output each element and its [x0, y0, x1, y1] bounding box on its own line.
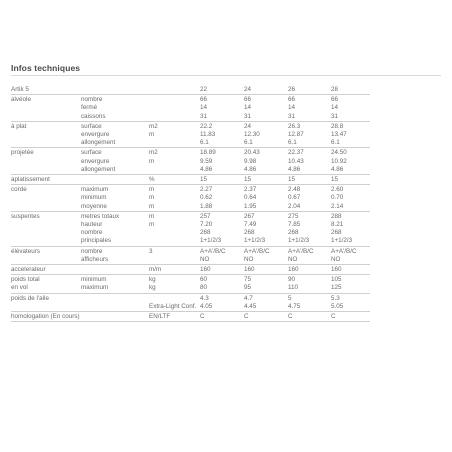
row-label: aplatissement [11, 175, 81, 185]
value-24: 1+1/2/3 [244, 237, 288, 246]
value-28: 28.8 [331, 122, 344, 130]
table-row [11, 104, 370, 112]
value-24: 4.45 [244, 303, 288, 312]
value-26: 90 [288, 276, 296, 284]
value-26: 10.43 [288, 157, 304, 165]
value-24: NO [244, 256, 288, 265]
row-label: à plat [11, 122, 27, 130]
value-24: A+A'/B/C [244, 247, 270, 255]
row-label: corde [11, 186, 27, 194]
unit: kg [149, 276, 156, 284]
unit: 3 [149, 247, 153, 255]
row-label [11, 194, 81, 202]
unit: m [149, 221, 155, 229]
value-28: 24.50 [331, 149, 347, 157]
value-26: 26.3 [288, 122, 301, 130]
value-24: 15 [244, 175, 288, 185]
value-24: C [244, 312, 288, 322]
value-22: 1+1/2/3 [200, 237, 244, 246]
value-28: 31 [331, 113, 370, 122]
value-22: 257 [200, 212, 211, 220]
param: surface [81, 122, 102, 130]
value-24: 9.98 [244, 157, 257, 165]
value-22: 14 [200, 104, 208, 112]
value-22: 15 [200, 175, 244, 185]
unit: m [149, 203, 200, 212]
table-row [11, 303, 370, 312]
value-28: 268 [331, 229, 342, 237]
value-26: 7.85 [288, 221, 301, 229]
param: principales [81, 237, 149, 246]
param: allongement [81, 166, 149, 175]
value-22: C [200, 312, 244, 322]
table-row [11, 139, 370, 148]
value-24: 14 [244, 104, 252, 112]
value-26: 15 [288, 175, 331, 185]
value-26: 2.48 [288, 186, 301, 194]
unit: m/m [149, 265, 200, 275]
value-22: 80 [200, 284, 244, 293]
table-row [11, 221, 370, 229]
value-26: 275 [288, 212, 299, 220]
value-28: C [331, 312, 370, 322]
param: afficheurs [81, 256, 149, 265]
value-26: 0.67 [288, 194, 301, 202]
value-26: 12.87 [288, 131, 304, 139]
value-28: 5.05 [331, 303, 370, 312]
row-label: suspentes [11, 212, 40, 220]
model-name: Artik 5 [11, 86, 81, 95]
param: metres totaux [81, 212, 120, 220]
size-26: 26 [288, 86, 331, 95]
value-28: 288 [331, 212, 342, 220]
param: maximum [81, 284, 149, 293]
value-28: NO [331, 256, 370, 265]
param: hauteur [81, 221, 103, 229]
value-22: 60 [200, 276, 208, 284]
unit: EN/LTF [149, 312, 200, 322]
table-row [11, 166, 370, 175]
value-26: 66 [288, 96, 296, 104]
row-label: poids total [11, 276, 40, 284]
unit [149, 166, 200, 175]
value-26: 268 [288, 229, 299, 237]
value-26: 1+1/2/3 [288, 237, 331, 246]
row-label [11, 256, 81, 265]
value-28: 66 [331, 96, 339, 104]
unit: m [149, 131, 155, 139]
unit: kg [149, 284, 200, 293]
param: fermé [81, 104, 98, 112]
value-24: 4.7 [244, 294, 253, 302]
value-28: 2.60 [331, 186, 344, 194]
title-divider [11, 75, 441, 76]
value-24: 66 [244, 96, 252, 104]
unit [149, 293, 200, 303]
value-28: 5.3 [331, 294, 340, 302]
table-row [11, 121, 370, 131]
size-22: 22 [200, 86, 244, 95]
value-22: 31 [200, 113, 244, 122]
row-label [11, 221, 81, 229]
unit: m2 [149, 149, 158, 157]
value-24: 95 [244, 284, 288, 293]
value-26: 6.1 [288, 139, 331, 148]
table-row [11, 211, 370, 221]
value-24: 7.49 [244, 221, 257, 229]
table-row [11, 312, 370, 322]
row-label [11, 131, 81, 139]
param: caissons [81, 113, 149, 122]
value-26: A+A'/B/C [288, 247, 314, 255]
row-label [11, 158, 81, 166]
value-28: 1+1/2/3 [331, 237, 370, 246]
value-22: 11.83 [200, 131, 216, 139]
value-28: A+A'/B/C [331, 247, 357, 255]
row-label [11, 139, 81, 148]
value-24: 0.64 [244, 194, 257, 202]
table-row [11, 256, 370, 265]
value-26: 31 [288, 113, 331, 122]
value-28: 2.14 [331, 203, 370, 212]
value-26: NO [288, 256, 331, 265]
value-22: 160 [200, 265, 244, 275]
param: nombre [81, 96, 103, 104]
value-22: 6.1 [200, 139, 244, 148]
table-row [11, 113, 370, 122]
row-label [11, 229, 81, 237]
value-24: 268 [244, 229, 255, 237]
table-row [11, 275, 370, 285]
param: nombre [81, 247, 103, 255]
table-row [11, 203, 370, 212]
value-26: 110 [288, 284, 331, 293]
value-28: 8.21 [331, 221, 344, 229]
value-26: C [288, 312, 331, 322]
unit [149, 113, 200, 122]
value-22: 4.05 [200, 303, 244, 312]
value-26: 4.75 [288, 303, 331, 312]
unit: m2 [149, 122, 158, 130]
param [81, 293, 149, 303]
value-28: 10.92 [331, 157, 347, 165]
table-row [11, 237, 370, 246]
value-24: 267 [244, 212, 255, 220]
value-22: 7.20 [200, 221, 213, 229]
param: minimum [81, 194, 107, 202]
value-26: 2.04 [288, 203, 331, 212]
value-28: 4.86 [331, 166, 370, 175]
value-28: 125 [331, 284, 370, 293]
row-label [11, 303, 81, 312]
unit: m [149, 212, 155, 220]
value-22: 0.62 [200, 194, 213, 202]
row-label: poids de l'aile [11, 294, 49, 302]
row-label: alvéole [11, 96, 31, 104]
size-24: 24 [244, 86, 288, 95]
table-row [11, 194, 370, 202]
value-26: 5 [288, 294, 292, 302]
param: minimum [81, 276, 107, 284]
value-24: 20.43 [244, 149, 260, 157]
unit [149, 95, 200, 105]
value-22: 1.88 [200, 203, 244, 212]
param: nombre [81, 229, 103, 237]
value-28: 0.70 [331, 194, 344, 202]
param: envergure [81, 131, 110, 139]
table-row [11, 95, 370, 105]
table-row [11, 293, 370, 303]
size-28: 28 [331, 86, 370, 95]
param [81, 175, 149, 185]
row-label [11, 166, 81, 175]
value-24: 1.95 [244, 203, 288, 212]
unit: m [149, 186, 155, 194]
value-26: 160 [288, 265, 331, 275]
value-26: 14 [288, 104, 296, 112]
unit: m [149, 157, 155, 165]
value-22: 268 [200, 229, 211, 237]
value-24: 12.30 [244, 131, 260, 139]
row-label [11, 237, 81, 246]
value-22: NO [200, 256, 244, 265]
unit [149, 229, 200, 237]
value-26: 22.37 [288, 149, 304, 157]
param: envergure [81, 157, 110, 165]
table-row [11, 185, 370, 195]
param [81, 312, 149, 322]
value-28: 105 [331, 276, 342, 284]
table-row [11, 148, 370, 158]
param [81, 303, 149, 312]
value-22: 2.27 [200, 186, 213, 194]
value-24: 4.86 [244, 166, 288, 175]
value-24: 31 [244, 113, 288, 122]
value-24: 6.1 [244, 139, 288, 148]
table-row [11, 284, 370, 293]
param: allongement [81, 139, 149, 148]
value-22: 18.89 [200, 149, 216, 157]
table-row [11, 265, 370, 275]
table-row [11, 175, 370, 185]
value-22: 22.2 [200, 122, 213, 130]
param: surface [81, 149, 102, 157]
table-row [11, 131, 370, 139]
value-22: 66 [200, 96, 208, 104]
value-28: 14 [331, 104, 339, 112]
value-28: 13.47 [331, 131, 347, 139]
value-24: 75 [244, 276, 252, 284]
spec-table [11, 86, 370, 322]
unit [149, 139, 200, 148]
value-24: 2.37 [244, 186, 257, 194]
header-row [11, 86, 370, 95]
unit: % [149, 175, 200, 185]
value-28: 15 [331, 175, 370, 185]
unit [149, 256, 200, 265]
value-26: 4.86 [288, 166, 331, 175]
table-row [11, 229, 370, 237]
value-22: 4.3 [200, 294, 209, 302]
value-24: 160 [244, 265, 288, 275]
value-28: 6.1 [331, 139, 370, 148]
table-row [11, 158, 370, 166]
value-22: 9.59 [200, 157, 213, 165]
row-label [11, 113, 81, 122]
unit [149, 104, 200, 112]
row-label: projetée [11, 149, 34, 157]
unit: Extra-Light Conf. [149, 303, 200, 312]
page-title: Infos techniques [11, 63, 81, 73]
row-label [11, 104, 81, 112]
row-label: en vol [11, 284, 81, 293]
param: maximum [81, 186, 109, 194]
unit: m [149, 194, 155, 202]
value-24: 24 [244, 122, 252, 130]
value-22: A+A'/B/C [200, 247, 226, 255]
param [81, 265, 149, 275]
value-22: 4.86 [200, 166, 244, 175]
table-row [11, 246, 370, 256]
row-label [11, 203, 81, 212]
row-label: homologation (En cours) [11, 313, 80, 321]
row-label: élévateurs [11, 247, 41, 255]
value-28: 160 [331, 265, 370, 275]
param: moyenne [81, 203, 149, 212]
unit [149, 237, 200, 246]
row-label: accelerateur [11, 265, 81, 275]
